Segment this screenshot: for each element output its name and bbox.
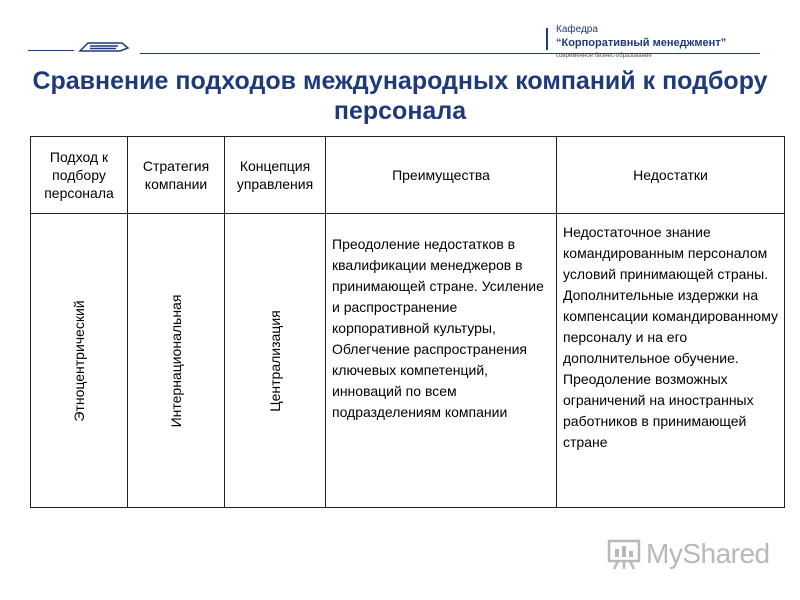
- department-accent-bar: [546, 28, 548, 50]
- department-label: Кафедра: [556, 24, 598, 35]
- header-advantages: Преимущества: [326, 137, 557, 214]
- cell-disadvantages: [557, 214, 785, 508]
- table-header-row: [31, 137, 785, 214]
- header-rule-left: [28, 50, 74, 51]
- cell-concept: [225, 214, 326, 508]
- watermark-text: MyShared: [646, 538, 770, 569]
- header-approach: Подход к подбору персонала: [31, 137, 128, 214]
- cell-approach: [31, 214, 128, 508]
- university-logo-icon: [78, 40, 130, 54]
- cell-strategy: [128, 214, 225, 508]
- department-name: “Корпоративный менеджмент”: [556, 37, 727, 49]
- concept-value: Централизация: [267, 309, 283, 412]
- header-disadvantages: Недостатки: [557, 137, 785, 214]
- department-tagline: современное бизнес-образование: [556, 53, 652, 59]
- comparison-table: [30, 136, 785, 508]
- table-row: [31, 214, 785, 508]
- strategy-value: Интернациональная: [168, 294, 184, 427]
- disadvantages-text: Недостаточное знание командированным персоналом условий принимающей страны. Дополнительные издержки на компенсации командированному персоналу и на его дополнительное обучение. Преодоление возможных ограничений на иностранных работников в принимающей стране: [563, 224, 778, 450]
- slide-title: Сравнение подходов международных компаний к подбору персонала: [32, 67, 768, 125]
- presentation-board-icon: [606, 536, 642, 572]
- watermark: [606, 536, 770, 572]
- department-block: [556, 24, 726, 60]
- advantages-text: Преодоление недостатков в квалификации менеджеров в принимающей стране. Усиление и распространение корпоративной культуры, Облегчение распространения ключевых компетенций, инноваций по всем подразделениям компании: [332, 236, 544, 420]
- approach-value: Этноцентрический: [71, 299, 87, 422]
- cell-advantages: [326, 214, 557, 508]
- header-strategy: Стратегия компании: [128, 137, 225, 214]
- header-concept: Концепция управления: [225, 137, 326, 214]
